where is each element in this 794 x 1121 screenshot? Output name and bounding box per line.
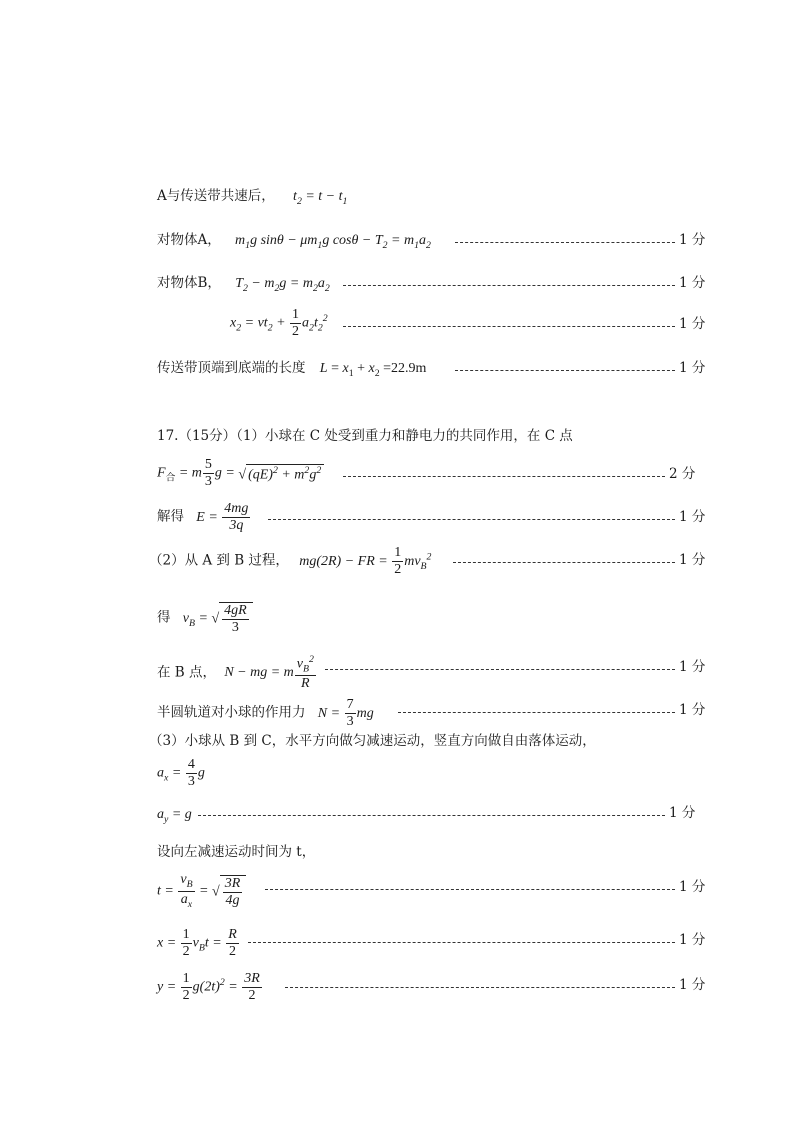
score-5: 1 分 xyxy=(679,360,706,376)
line-9-label: （2）从 A 到 B 过程， xyxy=(149,552,289,569)
problem-17-heading xyxy=(157,430,573,444)
line-5-label: 传送带顶端到底端的长度 xyxy=(157,360,306,376)
dash-leader-19 xyxy=(285,987,675,988)
line-3 xyxy=(157,277,330,294)
line-1-formula: $t_2 = t - t_1$ xyxy=(293,189,348,207)
line-15-formula: $a_y = g$ xyxy=(157,807,192,825)
line-8-formula: E = $\frac{4mg}{3q}$ xyxy=(196,501,249,533)
dash-leader-9 xyxy=(453,562,675,563)
score-15: 1 分 xyxy=(669,805,696,821)
dash-leader-3 xyxy=(343,285,675,286)
dash-leader-12 xyxy=(398,712,675,713)
score-3: 1 分 xyxy=(679,275,706,291)
score-9: 1 分 xyxy=(679,552,706,568)
dash-leader-11 xyxy=(325,669,675,670)
dash-leader-7 xyxy=(343,476,665,477)
line-16 xyxy=(157,846,315,860)
score-8: 1 分 xyxy=(679,509,706,525)
line-10-label: 得 xyxy=(157,609,171,626)
dash-leader-5 xyxy=(455,370,675,371)
line-12 xyxy=(157,698,374,729)
dash-leader-8 xyxy=(268,519,675,520)
line-12-formula: N = $\frac{7}{3}$ mg xyxy=(317,697,374,729)
line-2-label: 对物体A， xyxy=(157,232,221,248)
line-8-label: 解得 xyxy=(157,508,184,525)
line-3-label: 对物体B， xyxy=(157,275,221,291)
line-12-label: 半圆轨道对小球的作用力 xyxy=(157,704,306,721)
score-7: 2 分 xyxy=(669,466,696,482)
line-10 xyxy=(157,602,253,635)
dash-leader-17 xyxy=(265,889,675,890)
line-11-formula: N − mg = m $\frac{v_B^2}{R}$ xyxy=(224,654,314,692)
line-7-formula: $F_合 = m$ $\frac{5}{3}$ g = √ $(qE)^2 + m^2g^2$ xyxy=(157,458,324,489)
score-2: 1 分 xyxy=(679,232,706,248)
score-12: 1 分 xyxy=(679,702,706,718)
line-11 xyxy=(157,655,317,691)
score-19: 1 分 xyxy=(679,977,706,993)
line-13-label: （3）小球从 B 到 C，水平方向做匀减速运动，竖直方向做自由落体运动， xyxy=(149,733,596,749)
line-5 xyxy=(157,362,426,379)
line-6-label: 17.（15分）（1）小球在 C 处受到重力和静电力的共同作用，在 C 点 xyxy=(157,428,573,444)
line-18-formula: x = $\frac{1}{2}$ $v_Bt$ = $\frac{R}{2}$ xyxy=(157,927,237,959)
line-10-formula: $v_B$ = √ $\frac{4gR}{3}$ xyxy=(183,611,253,626)
line-1 xyxy=(157,190,347,207)
dash-leader-4 xyxy=(343,326,675,327)
dash-leader-15 xyxy=(198,815,665,816)
line-16-label: 设向左减速运动时间为 t， xyxy=(157,844,316,860)
line-17-formula: t = $\frac{v_B}{a_x}$ = √ $\frac{3R}{4g}$ xyxy=(157,873,246,909)
line-19-formula: y = $\frac{1}{2}$ $g(2t)^2$ = $\frac{3R}{2}$ xyxy=(157,971,260,1003)
line-5-formula: $L = x_1 + x_2 =22.9m$ xyxy=(319,361,427,379)
line-14-formula: $a_x$ = $\frac{4}{3}$ g xyxy=(157,757,205,789)
line-3-formula: $T_2 - m_2g = m_2a_2$ xyxy=(235,276,330,294)
score-17: 1 分 xyxy=(679,879,706,895)
line-9 xyxy=(149,546,431,577)
line-11-label: 在 B 点， xyxy=(157,664,217,681)
line-9-formula: mg(2R) − FR = $\frac{1}{2}$ $mv_B^2$ xyxy=(299,545,432,577)
score-4: 1 分 xyxy=(679,316,706,332)
score-11: 1 分 xyxy=(679,659,706,675)
score-18: 1 分 xyxy=(679,932,706,948)
line-8 xyxy=(157,502,251,533)
dash-leader-18 xyxy=(248,942,675,943)
math-1 xyxy=(0,0,1,1)
line-13 xyxy=(149,735,596,749)
line-4-formula: $x_2 = vt_2$ + $\frac{1}{2}$ $a_2t_2^2$ xyxy=(230,307,328,339)
dash-leader-2 xyxy=(455,242,675,243)
line-1-label: A与传送带共速后， xyxy=(157,188,275,204)
line-2-formula: $m_1g$ $\sin\theta - \mu m_1g$ $\cos\theta - T_2 = m_1a_2$ xyxy=(235,233,431,251)
line-2 xyxy=(157,234,431,251)
